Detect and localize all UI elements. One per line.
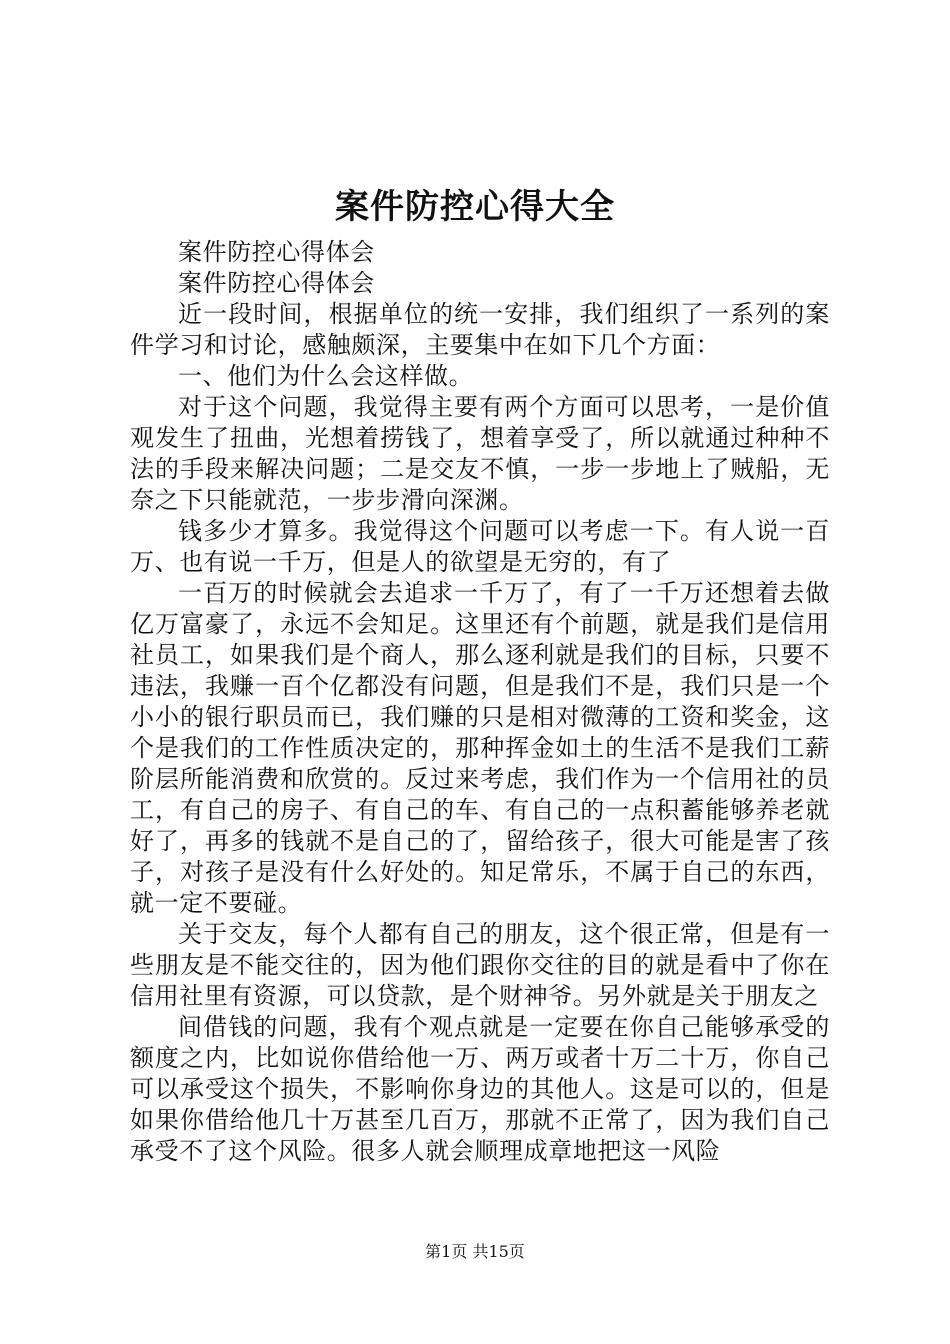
paragraph: 间借钱的问题，我有个观点就是一定要在你自己能够承受的额度之内，比如说你借给他一万、两万或者十万二十万，你自己可以承受这个损失，不影响你身边的其他人。这是可以的，但是如果你借给他几十万甚至几百万，那就不正常了，因为我们自己承受不了这个风险。很多人就会顺理成章地把这一风险 bbox=[130, 1013, 830, 1165]
paragraph: 钱多少才算多。我觉得这个问题可以考虑一下。有人说一百万、也有说一千万，但是人的欲望是无穷的，有了 bbox=[130, 517, 830, 576]
paragraph: 对于这个问题，我觉得主要有两个方面可以思考，一是价值观发生了扭曲，光想着捞钱了，想着享受了，所以就通过种种不法的手段来解决问题；二是交友不慎，一步一步地上了贼船，无奈之下只能就范，一步步滑向深渊。 bbox=[130, 393, 830, 514]
paragraph: 关于交友，每个人都有自己的朋友，这个很正常，但是有一些朋友是不能交往的，因为他们跟你交往的目的就是看中了你在信用社里有资源，可以贷款，是个财神爷。另外就是关于朋友之 bbox=[130, 920, 830, 1010]
paragraph: 一百万的时候就会去追求一千万了，有了一千万还想着去做亿万富豪了，永远不会知足。这里还有个前题，就是我们是信用社员工，如果我们是个商人，那么逐利就是我们的目标，只要不违法，我赚一百个亿都没有问题，但是我们不是，我们只是一个小小的银行职员而已，我们赚的只是相对微薄的工资和奖金，这个是我们的工作性质决定的，那种挥金如土的生活不是我们工薪阶层所能消费和欣赏的。反过来考虑，我们作为一个信用社的员工，有自己的房子、有自己的车、有自己的一点积蓄能够养老就好了，再多的钱就不是自己的了，留给孩子，很大可能是害了孩子，对孩子是没有什么好处的。知足常乐，不属于自己的东西，就一定不要碰。 bbox=[130, 579, 830, 917]
paragraph: 案件防控心得体会 bbox=[178, 269, 375, 297]
paragraph: 案件防控心得体会 bbox=[178, 238, 375, 266]
paragraph: 一、他们为什么会这样做。 bbox=[178, 362, 474, 390]
document-title: 案件防控心得大全 bbox=[335, 187, 615, 227]
document-body bbox=[130, 237, 830, 1167]
page-number-footer: 第1页 共15页 bbox=[425, 1242, 525, 1261]
paragraph: 近一段时间，根据单位的统一安排，我们组织了一系列的案件学习和讨论，感触颇深，主要集中在如下几个方面： bbox=[130, 300, 830, 359]
